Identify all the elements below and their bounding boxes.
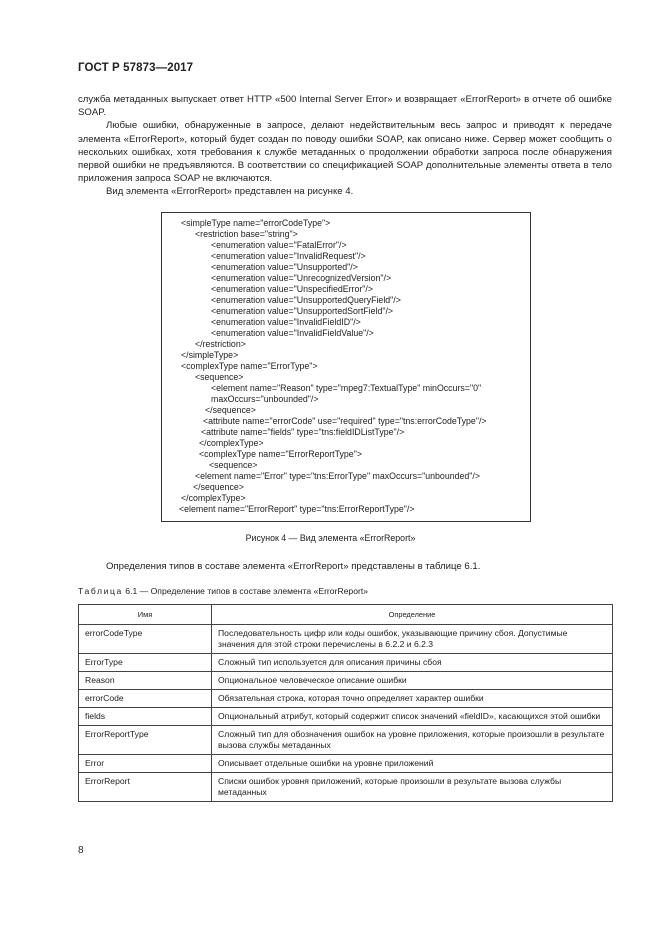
figure-caption: Рисунок 4 — Вид элемента «ErrorReport» xyxy=(245,533,416,543)
code-line: <enumeration value="InvalidFieldValue"/> xyxy=(211,328,374,338)
code-line: <restriction base="string"> xyxy=(195,229,298,239)
table-title-prefix: Таблица xyxy=(78,586,123,596)
type-name: Reason xyxy=(79,672,212,690)
type-name: Error xyxy=(79,755,212,773)
type-definition: Списки ошибок уровня приложений, которые произошли в результате вызова службы метаданных xyxy=(212,773,613,802)
code-line: <element name="ErrorReport" type="tns:ErrorReportType"/> xyxy=(179,504,415,514)
table-header-row xyxy=(79,605,613,625)
code-line: <element name="Error" type="tns:ErrorType" maxOccurs="unbounded"/> xyxy=(195,471,480,481)
definitions-table xyxy=(78,604,613,802)
code-line: <attribute name="errorCode" use="required" type="tns:errorCodeType"/> xyxy=(203,416,487,426)
code-line: <complexType name="ErrorType"> xyxy=(181,361,318,371)
code-line: </complexType> xyxy=(181,493,246,503)
code-line: maxOccurs="unbounded"/> xyxy=(211,394,319,404)
code-line: <enumeration value="InvalidFieldID"/> xyxy=(211,317,361,327)
code-line: <complexType name="ErrorReportType"> xyxy=(199,449,362,459)
type-name: ErrorReportType xyxy=(79,726,212,755)
type-definition: Опциональный атрибут, который содержит список значений «fieldID», касающихся этой ошибки xyxy=(212,708,613,726)
type-definition: Опциональное человеческое описание ошибки xyxy=(212,672,613,690)
code-line: <sequence> xyxy=(209,460,258,470)
code-line: <enumeration value="FatalError"/> xyxy=(211,240,347,250)
code-line: <enumeration value="UnspecifiedError"/> xyxy=(211,284,373,294)
code-line: <enumeration value="InvalidRequest"/> xyxy=(211,251,366,261)
table-row xyxy=(79,672,613,690)
type-definition: Последовательность цифр или коды ошибок, указывающие причину сбоя. Допустимые значения для этой строки перечислены в 6.2.2 и 6.2.3 xyxy=(212,625,613,654)
code-line: </sequence> xyxy=(193,482,244,492)
code-line: <sequence> xyxy=(195,372,244,382)
type-name: errorCodeType xyxy=(79,625,212,654)
type-definition: Обязательная строка, которая точно определяет характер ошибки xyxy=(212,690,613,708)
type-name: ErrorReport xyxy=(79,773,212,802)
code-line: <enumeration value="Unsupported"/> xyxy=(211,262,358,272)
code-line: <enumeration value="UnsupportedQueryField"/> xyxy=(211,295,401,305)
column-header-name: Имя xyxy=(79,605,212,625)
table-row xyxy=(79,654,613,672)
standard-header: ГОСТ Р 57873—2017 xyxy=(78,62,194,74)
type-definition: Сложный тип используется для описания причины сбоя xyxy=(212,654,613,672)
page-number: 8 xyxy=(78,845,84,856)
code-line: <enumeration value="UnrecognizedVersion"/> xyxy=(211,273,392,283)
paragraph-4: Определения типов в составе элемента «ErrorReport» представлены в таблице 6.1. xyxy=(106,561,481,572)
paragraph-2: Любые ошибки, обнаруженные в запросе, делают недействительным весь запрос и приводят к передаче элемента «ErrorReport», который будет создан по поводу ошибки SOAP, как описано ниже. Сервер может сообщить о нескольких ошибках, хотя требования к службе метаданных о продолжении обработки запроса после обнаружения первой ошибки не предъявляются. В соответствии со спецификацией SOAP дополнительные элементы ответа в тело приложения запроса SOAP не включаются. xyxy=(78,120,612,185)
table-row xyxy=(79,755,613,773)
table-row xyxy=(79,708,613,726)
table-row xyxy=(79,625,613,654)
code-line: <element name="Reason" type="mpeg7:TextualType" minOccurs="0" xyxy=(211,383,482,393)
table-row xyxy=(79,773,613,802)
paragraph-3: Вид элемента «ErrorReport» представлен на рисунке 4. xyxy=(106,186,354,198)
code-line: </complexType> xyxy=(199,438,264,448)
type-definition: Описывает отдельные ошибки на уровне приложений xyxy=(212,755,613,773)
paragraph-1: служба метаданных выпускает ответ HTTP «500 Internal Server Error» и возвращает «ErrorReport» в отчете об ошибке SOAP. xyxy=(78,94,612,119)
code-line: <enumeration value="UnsupportedSortField"/> xyxy=(211,306,394,316)
table-title xyxy=(78,586,368,596)
code-line: <simpleType name="errorCodeType"> xyxy=(181,218,331,228)
code-figure xyxy=(161,212,531,522)
code-line: </restriction> xyxy=(195,339,246,349)
intro-text xyxy=(78,93,612,199)
type-name: errorCode xyxy=(79,690,212,708)
column-header-definition: Определение xyxy=(212,605,613,625)
code-line: </simpleType> xyxy=(181,350,239,360)
type-name: fields xyxy=(79,708,212,726)
table-row xyxy=(79,690,613,708)
type-name: ErrorType xyxy=(79,654,212,672)
code-line: <attribute name="fields" type="tns:fieldIDListType"/> xyxy=(201,427,405,437)
code-line: </sequence> xyxy=(205,405,256,415)
table-row xyxy=(79,726,613,755)
table-title-text: 6.1 — Определение типов в составе элемента «ErrorReport» xyxy=(122,586,369,596)
type-definition: Сложный тип для обозначения ошибок на уровне приложения, которые произошли в результате вызова службы метаданных xyxy=(212,726,613,755)
